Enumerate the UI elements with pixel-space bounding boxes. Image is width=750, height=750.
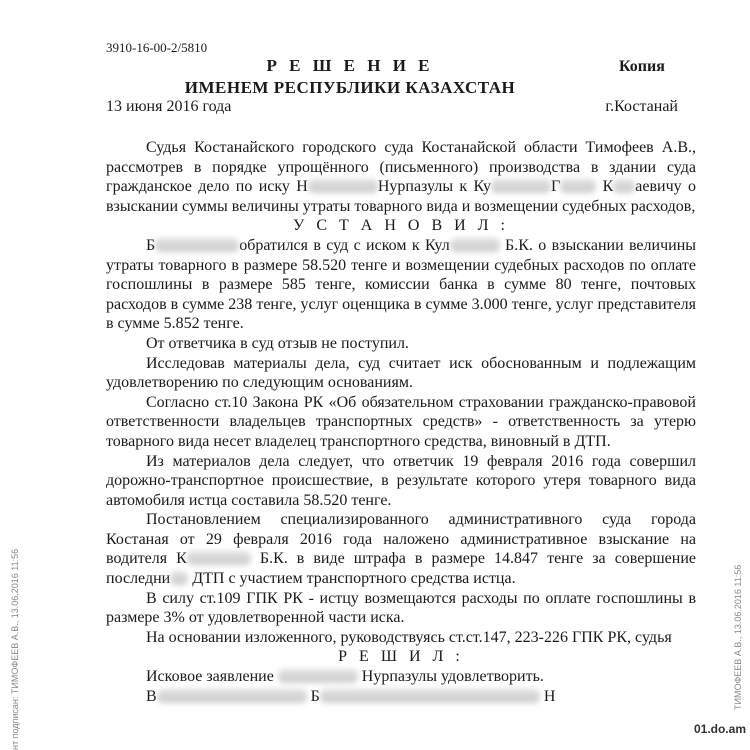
signature-stamp-left bbox=[10, 520, 24, 750]
paragraph-decision bbox=[106, 667, 696, 687]
paragraph-court-opinion: Исследовав материалы дела, суд считает иск обоснованным и подлежащим удовлетворению по следующим основаниям. bbox=[106, 354, 696, 392]
text-fragment: Постановлением специализированного административного суда города Костаная от 29 февраля 2016 года наложено административное взыскание на водителя К bbox=[106, 511, 696, 568]
text-fragment: Б bbox=[310, 687, 320, 705]
redacted-name bbox=[187, 551, 251, 565]
redacted-name bbox=[613, 179, 635, 193]
redacted-name bbox=[308, 179, 378, 193]
document-title: Р Е Ш Е Н И Е bbox=[266, 56, 434, 75]
watermark: 01.do.am bbox=[693, 722, 746, 736]
paragraph-intro bbox=[106, 138, 696, 216]
redacted-name bbox=[170, 571, 188, 585]
paragraph-law-reference: Согласно ст.10 Закона РК «Об обязательном страховании гражданско-правовой ответственности владельцев транспортных средств» - ответственность за утерю товарного вида несет владелец транспортного средства, виновный в ДТП. bbox=[106, 393, 696, 450]
stamp-text: нт подписан: ТИМОФЕЕВ А.В., 13.06.2016 11:56 bbox=[10, 548, 20, 750]
document-body bbox=[106, 138, 696, 706]
redacted-name bbox=[450, 238, 500, 252]
redacted-name bbox=[157, 689, 307, 703]
paragraph-costs: В силу ст.109 ГПК РК - истцу возмещаются расходы по оплате госпошлины в размере 3% от удовлетворенной части иска. bbox=[106, 589, 696, 627]
signature-stamp-right bbox=[733, 560, 747, 710]
text-fragment: Г bbox=[551, 178, 561, 196]
text-fragment: Б.К. о взыскании величины утраты товарного в размере 58.520 тенге и возмещении судебных расходов по оплате госпошлины в размере 585 тенге, комиссии банка в сумме 80 тенге, почтовых расходов в сумме 238 тенге, услуг оценщика в сумме 3.000 тенге, услуг представителя в сумме 5.852 тенге. bbox=[106, 236, 697, 333]
heading-decided: Р Е Ш И Л : bbox=[338, 648, 464, 666]
stamp-text: ТИМОФЕЕВ А.В., 13.06.2016 11:56 bbox=[733, 564, 743, 710]
redacted-name bbox=[320, 689, 540, 703]
text-fragment: Нурпазулы к Ку bbox=[377, 178, 491, 196]
text-fragment: Исковое заявление bbox=[146, 668, 274, 686]
text-fragment: Судья Костанайского городского суда Костанайской области Тимофеев А.В., рассмотрев в порядке упрощённого (письменного) производства в здании суда гражданское дело по иску Н bbox=[106, 139, 696, 196]
text-fragment: аевичу о взыскании суммы величины утраты товарного вида и возмещении судебных расходов, bbox=[106, 178, 696, 215]
text-fragment: Б bbox=[146, 236, 156, 254]
redacted-name bbox=[155, 238, 239, 252]
redacted-name bbox=[560, 179, 596, 193]
text-fragment: В bbox=[146, 687, 157, 705]
text-fragment: обратился в суд с иском к Кул bbox=[239, 236, 450, 254]
redacted-name bbox=[491, 179, 551, 193]
heading-established: У С Т А Н О В И Л : bbox=[293, 217, 509, 235]
paragraph-no-response: От ответчика в суд отзыв не поступил. bbox=[146, 334, 409, 352]
paragraph-materials: Из материалов дела следует, что ответчик 19 февраля 2016 года совершил дорожно-транспортное происшествие, в результате которого утеря товарного вида автомобиля истца составила 58.520 тенге. bbox=[106, 452, 696, 509]
paragraph-basis: На основании изложенного, руководствуясь ст.ст.147, 223-226 ГПК РК, судья bbox=[146, 628, 672, 646]
copy-label: Копия bbox=[619, 58, 665, 75]
redacted-name bbox=[278, 669, 358, 683]
document-subtitle: ИМЕНЕМ РЕСПУБЛИКИ КАЗАХСТАН bbox=[184, 78, 516, 97]
paragraph-resolution bbox=[106, 510, 696, 588]
text-fragment: К bbox=[602, 178, 614, 196]
text-fragment: Нурпазулы удовлетворить. bbox=[361, 668, 544, 686]
paragraph-cut-off bbox=[106, 687, 696, 707]
paragraph-claim bbox=[106, 236, 696, 334]
document-city: г.Костанай bbox=[605, 98, 678, 115]
text-fragment: ДТП с участием транспортного средства истца. bbox=[192, 570, 516, 588]
document-number: 3910-16-00-2/5810 bbox=[106, 40, 208, 55]
document-date: 13 июня 2016 года bbox=[106, 98, 232, 115]
text-fragment: Б.К. в виде штрафа в размере 14.847 тенге за совершение последни bbox=[106, 550, 697, 588]
text-fragment: Н bbox=[543, 687, 556, 705]
